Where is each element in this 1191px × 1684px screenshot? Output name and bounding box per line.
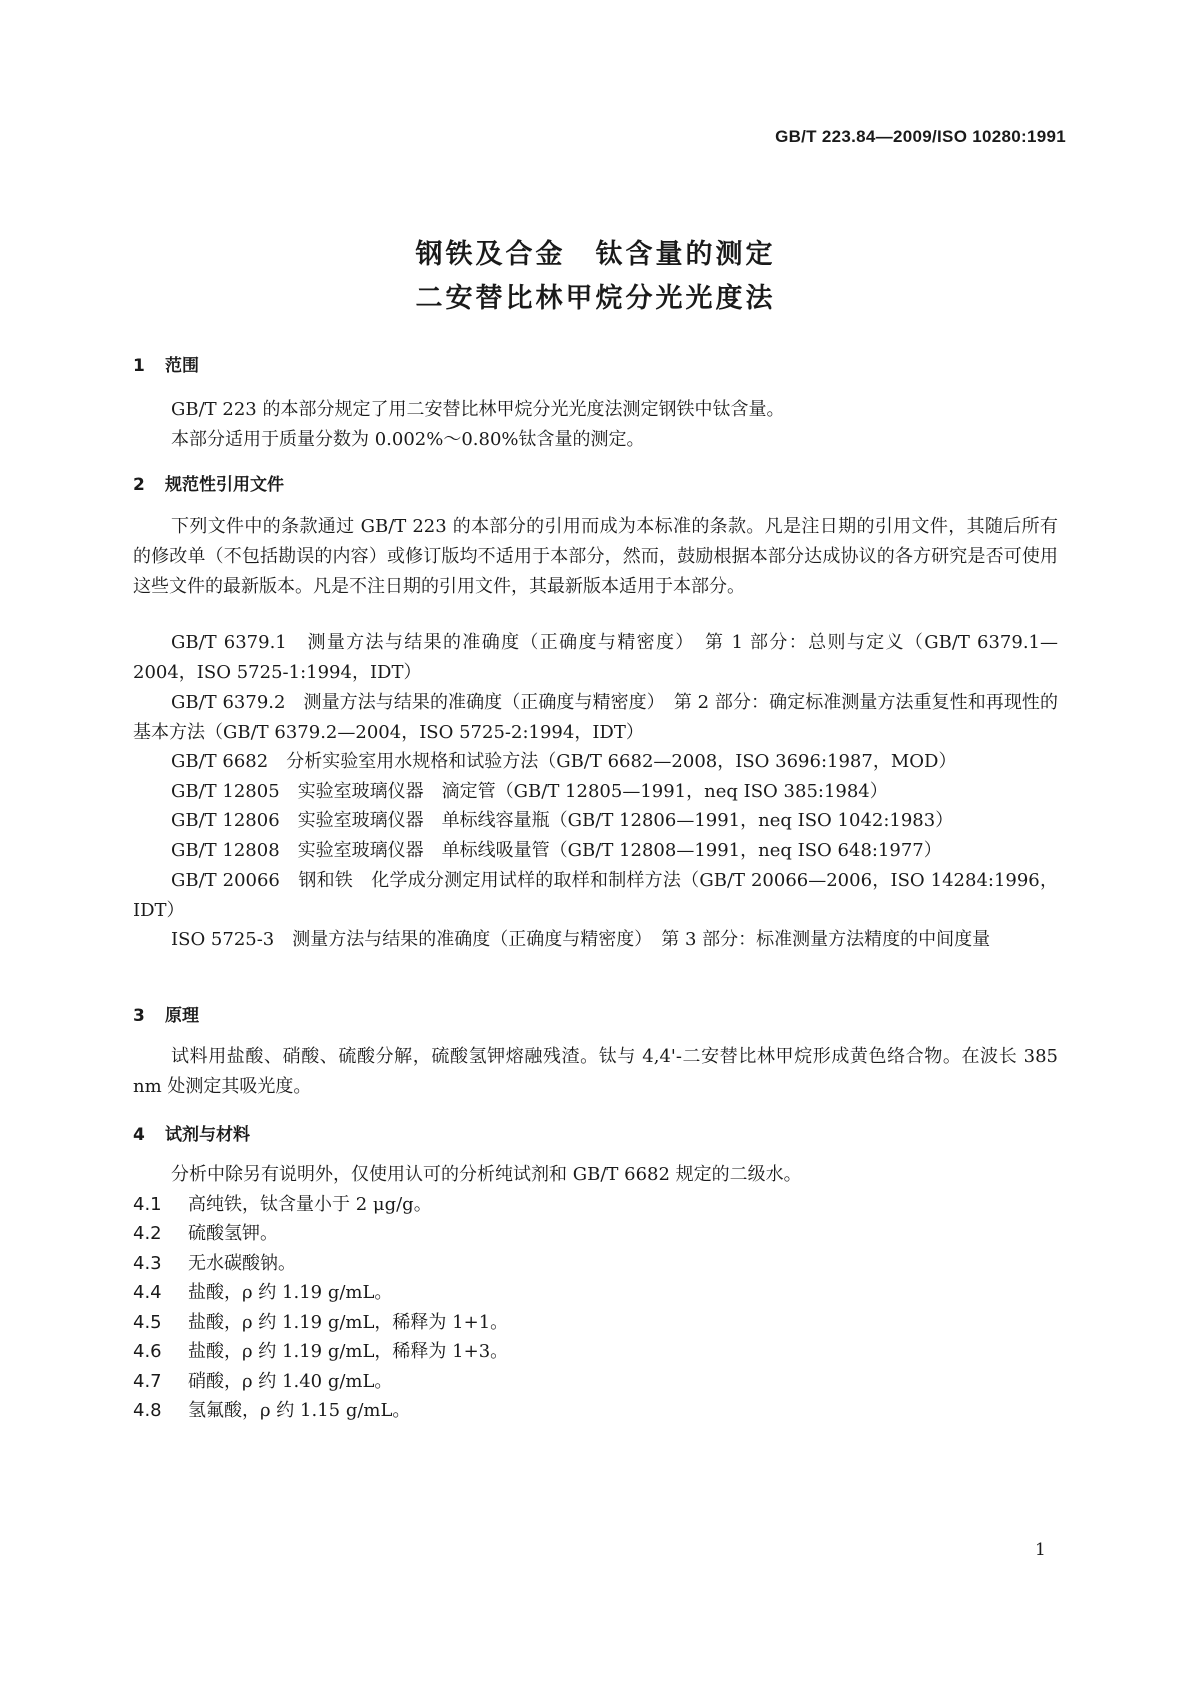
reagent-item bbox=[133, 1367, 392, 1397]
reagent-item bbox=[133, 1249, 296, 1279]
section-3-heading bbox=[133, 1001, 199, 1026]
item-number: 4.1 bbox=[133, 1194, 162, 1215]
reference-entry: GB/T 6379.1 测量方法与结果的准确度（正确度与精密度） 第 1 部分：总则与定义（GB/T 6379.1—2004，ISO 5725-1:1994，IDT） bbox=[133, 632, 1058, 683]
item-text: 无水碳酸钠。 bbox=[188, 1253, 296, 1274]
section-number: 2 bbox=[133, 475, 145, 495]
reagent-item bbox=[133, 1396, 410, 1426]
reagent-item bbox=[133, 1308, 508, 1338]
item-number: 4.7 bbox=[133, 1371, 162, 1392]
page-number: 1 bbox=[1035, 1540, 1046, 1560]
section-title: 规范性引用文件 bbox=[165, 475, 284, 495]
item-number: 4.8 bbox=[133, 1400, 162, 1421]
section-1-heading bbox=[133, 351, 199, 376]
section-title: 范围 bbox=[165, 356, 199, 376]
reference-entry: GB/T 6682 分析实验室用水规格和试验方法（GB/T 6682—2008，ISO 3696:1987，MOD） bbox=[171, 751, 957, 772]
standard-code: GB/T 223.84—2009/ISO 10280:1991 bbox=[775, 127, 1066, 146]
item-text: 盐酸，ρ 约 1.19 g/mL，稀释为 1+3。 bbox=[188, 1341, 509, 1362]
item-text: 盐酸，ρ 约 1.19 g/mL，稀释为 1+1。 bbox=[188, 1312, 509, 1333]
item-text: 硝酸，ρ 约 1.40 g/mL。 bbox=[188, 1371, 393, 1392]
reference-entry: GB/T 20066 钢和铁 化学成分测定用试样的取样和制样方法（GB/T 20066—2006，ISO 14284:1996，IDT） bbox=[133, 870, 1058, 921]
reagents-intro: 分析中除另有说明外，仅使用认可的分析纯试剂和 GB/T 6682 规定的二级水。 bbox=[171, 1164, 802, 1185]
scope-paragraph: GB/T 223 的本部分规定了用二安替比林甲烷分光光度法测定钢铁中钛含量。 bbox=[171, 399, 785, 420]
item-number: 4.2 bbox=[133, 1223, 162, 1244]
section-4-heading bbox=[133, 1120, 250, 1145]
reagent-item bbox=[133, 1337, 508, 1367]
reference-entry: GB/T 12805 实验室玻璃仪器 滴定管（GB/T 12805—1991，neq ISO 385:1984） bbox=[171, 781, 888, 802]
item-text: 盐酸，ρ 约 1.19 g/mL。 bbox=[188, 1282, 393, 1303]
item-text: 高纯铁，钛含量小于 2 μg/g。 bbox=[188, 1194, 432, 1215]
item-number: 4.4 bbox=[133, 1282, 162, 1303]
normative-references-intro: 下列文件中的条款通过 GB/T 223 的本部分的引用而成为本标准的条款。凡是注日期的引用文件，其随后所有的修改单（不包括勘误的内容）或修订版均不适用于本部分，然而，鼓励根据本部分达成协议的各方研究是否可使用这些文件的最新版本。凡是不注日期的引用文件，其最新版本适用于本部分。 bbox=[133, 516, 1058, 597]
reference-entry: GB/T 12806 实验室玻璃仪器 单标线容量瓶（GB/T 12806—1991，neq ISO 1042:1983） bbox=[171, 810, 954, 831]
scope-paragraph: 本部分适用于质量分数为 0.002%～0.80%钛含量的测定。 bbox=[171, 429, 645, 450]
principle-paragraph: 试料用盐酸、硝酸、硫酸分解，硫酸氢钾熔融残渣。钛与 4,4'-二安替比林甲烷形成黄色络合物。在波长 385 nm 处测定其吸光度。 bbox=[133, 1046, 1058, 1097]
section-title: 原理 bbox=[165, 1006, 199, 1026]
document-title-line-2: 二安替比林甲烷分光光度法 bbox=[415, 283, 776, 314]
reagent-item bbox=[133, 1278, 392, 1308]
item-number: 4.6 bbox=[133, 1341, 162, 1362]
reference-entry: ISO 5725-3 测量方法与结果的准确度（正确度与精密度） 第 3 部分：标准测量方法精度的中间度量 bbox=[171, 929, 991, 950]
reference-entry: GB/T 12808 实验室玻璃仪器 单标线吸量管（GB/T 12808—1991，neq ISO 648:1977） bbox=[171, 840, 942, 861]
reagent-item bbox=[133, 1219, 278, 1249]
reference-entry: GB/T 6379.2 测量方法与结果的准确度（正确度与精密度） 第 2 部分：确定标准测量方法重复性和再现性的基本方法（GB/T 6379.2—2004，ISO 5725-2:1994，IDT） bbox=[133, 692, 1058, 743]
section-2-heading bbox=[133, 470, 284, 495]
section-number: 4 bbox=[133, 1125, 145, 1145]
section-title: 试剂与材料 bbox=[165, 1125, 250, 1145]
item-number: 4.5 bbox=[133, 1312, 162, 1333]
document-title-line-1: 钢铁及合金 钛含量的测定 bbox=[415, 239, 776, 270]
item-number: 4.3 bbox=[133, 1253, 162, 1274]
section-number: 1 bbox=[133, 356, 145, 376]
item-text: 硫酸氢钾。 bbox=[188, 1223, 278, 1244]
section-number: 3 bbox=[133, 1006, 145, 1026]
item-text: 氢氟酸，ρ 约 1.15 g/mL。 bbox=[188, 1400, 411, 1421]
reagent-item bbox=[133, 1190, 432, 1220]
